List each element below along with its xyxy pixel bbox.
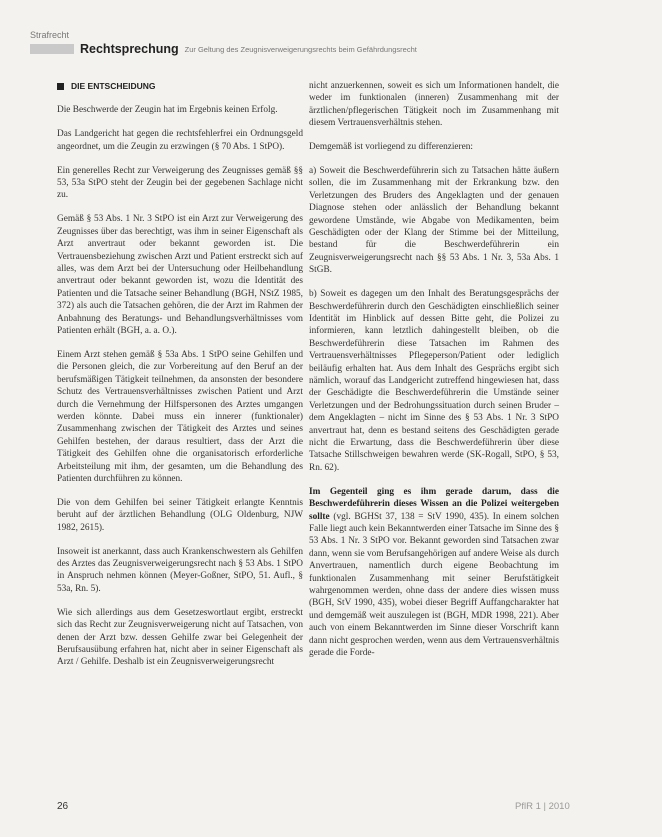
section-heading (57, 80, 303, 92)
journal-issue: PflR 1 | 2010 (515, 801, 570, 812)
header-subtitle: Zur Geltung des Zeugnisverweigerungsrechts beim Gefährdungsrecht (184, 44, 417, 54)
right-column (309, 80, 559, 671)
section-tag: Strafrecht (30, 30, 70, 40)
paragraph: Die Beschwerde der Zeugin hat im Ergebnis keinen Erfolg. (57, 105, 278, 116)
paragraph-emphasis (309, 486, 559, 660)
paragraph: Demgemäß ist vorliegend zu differenzieren: (309, 142, 474, 153)
paragraph: Wie sich allerdings aus dem Gesetzeswortlaut ergibt, erstreckt sich das Recht zur Zeugnisverweigerung nicht auf Tatsachen, von denen der Arzt bzw. dessen Gehilfe zwar bei Gelegenheit der Berufsausübung erfahren hat, nicht aber in seiner Eigenschaft als Arzt / Gehilfe. Deshalb ist ein Zeugnisverweigerungsrecht (57, 607, 303, 668)
paragraph: Das Landgericht hat gegen die rechtsfehlerfrei ein Ordnungsgeld angeordnet, um die Zeugin zu erzwingen (§ 70 Abs. 1 StPO). (57, 129, 303, 152)
paragraph: a) Soweit die Beschwerdeführerin sich zu Tatsachen hätte äußern sollen, die im Zusammenhang mit der Erkrankung bzw. den Verletzungen des Bruders des Angeklagten und der genauen Diagnose stehen oder anlässlich der Behandlung bekannt gewordene Umstände, wie Abgabe von Medikamenten, beim Geschädigten oder der Klang der Stimme bei der Mitteilung, bestand für die Beschwerdeführerin ein Zeugnisverweigerungsrecht nach §§ 53 Abs. 1 Nr. 3, 53a Abs. 1 StGB. (309, 166, 559, 276)
paragraph: b) Soweit es dagegen um den Inhalt des Beratungsgesprächs der Beschwerdeführerin durch den Geschädigten einschließlich seiner Identität im Hinblick auf dessen Bitte geht, die Polizei zu informieren, kann letztlich dahingestellt bleiben, ob die Beschwerdeführerin diese Tatsachen im Rahmen des Vertrauensverhältnisses Pflegeperson/Patient oder lediglich beiläufig erhalten hat. Aus dem Inhalt des Gesprächs ergibt sich nämlich, worauf das Landgericht zutreffend hingewiesen hat, dass der Geschädigte die Beschwerdeführerin die Umstände seiner Verletzungen und der Bedrohungssituation durch seinen Bruder – dem Angeklagten – nicht im Sinne des § 53 Abs. 1 Nr. 3 StPO anvertraut hat, denn es bestand seitens des Geschädigten gerade nicht die Erwartung, dass die Beschwerdeführerin über diese Tatsache Stillschweigen bewahren werde (SK-Rogall, StPO, § 53, Rn. 62). (309, 289, 559, 473)
square-bullet-icon (57, 83, 64, 90)
page-number: 26 (57, 801, 69, 812)
paragraph: Ein generelles Recht zur Verweigerung des Zeugnisses gemäß §§ 53, 53a StPO steht der Zeugin bei der gegebenen Sachlage nicht zu. (57, 165, 303, 201)
section-heading-text: DIE ENTSCHEIDUNG (71, 81, 156, 91)
left-column (57, 80, 303, 680)
header-title: Rechtsprechung (80, 42, 179, 56)
paragraph: Einem Arzt stehen gemäß § 53a Abs. 1 StPO seine Gehilfen und die Personen gleich, die zur Vorbereitung auf den Beruf an der berufsmäßigen Tätigkeit teilnehmen, da ansonsten der besondere Schutz des Vertrauensverhältnisses zwischen Patient und Arzt durch die Vernehmung der Hilfspersonen des Arztes umgangen werden könnte. Dabei muss ein innerer (funktionaler) Zusammenhang zwischen der Tätigkeit des Arztes und seines Gehilfen bestehen, der daraus resultiert, dass der Arzt die Tätigkeit des Gehilfen ohne die organisatorisch erforderliche Arbeitsteilung mit ihm, der gesamten, um die Behandlung des Patienten durchführen zu können. (57, 349, 303, 484)
paragraph: Gemäß § 53 Abs. 1 Nr. 3 StPO ist ein Arzt zur Verweigerung des Zeugnisses über das berechtigt, was ihm in seiner Eigenschaft als Arzt anvertraut oder bekannt geworden ist. Die Vertrauensbeziehung zwischen Arzt und Patient erstreckt sich auf alles, was dem Arzt bei der Untersuchung oder Heilbehandlung anvertraut oder bekannt geworden ist, wozu die Identität des Patienten und die Tatsache seiner Behandlung (BGH, NStZ 1985, 372) als auch die Tatsachen gehören, die der Arzt im Rahmen der Anbahnung des Beratungs- und Behandlungsverhältnisses vom Patienten erhält (BGH, a. a. O.). (57, 214, 303, 336)
paragraph: Die von dem Gehilfen bei seiner Tätigkeit erlangte Kenntnis beruht auf der ärztlichen Behandlung (OLG Oldenburg, NJW 1982, 2615). (57, 497, 303, 533)
running-header (30, 42, 640, 56)
bold-lead-text: Im Gegenteil ging es ihm gerade darum, dass die Beschwerdeführerin dieses Wissen an die Polizei weitergeben sollte (309, 486, 559, 522)
paragraph: nicht anzuerkennen, soweit es sich um Informationen handelt, die weder im funktionalen (inneren) Zusammenhang mit der ärztlichen/pflegerischen Tätigkeit noch im Zusammenhang mit diesem Vertrauensverhältnis stehen. (309, 81, 559, 129)
header-bar (30, 44, 74, 54)
closing-text: (vgl. BGHSt 37, 138 = StV 1990, 435). In einem solchen Falle liegt auch kein Bekanntwerden einer Tatsache im Sinne des § 53 Abs. 1 Nr. 3 StPO vor. Bekannt geworden sind Tatsachen zwar dann, wenn sie vom Berufsangehörigen auf andere Weise als durch Anvertrauen, namentlich durch eigene Beobachtung im funktionalen Zusammenhang mit seiner Berufstätigkeit wahrgenommen werden, ohne dass der andere dies wissen muss (BGH, StV 1990, 435), wobei dieser Begriff Auffangcharakter hat und demgemäß weit auszulegen ist (BGH, MDR 1998, 221). Aber auch von einem Bekanntwerden im Sinne dieser Vorschrift kann dann nicht gesprochen werden, wenn aus dem Vertrauensverhältnis gerade die Forde- (309, 511, 559, 659)
paragraph: Insoweit ist anerkannt, dass auch Krankenschwestern als Gehilfen des Arztes das Zeugnisverweigerungsrecht nach § 53 Abs. 1 StPO in Anspruch nehmen können (Meyer-Goßner, StPO, 51. Aufl., § 53a, Rn. 5). (57, 546, 303, 594)
